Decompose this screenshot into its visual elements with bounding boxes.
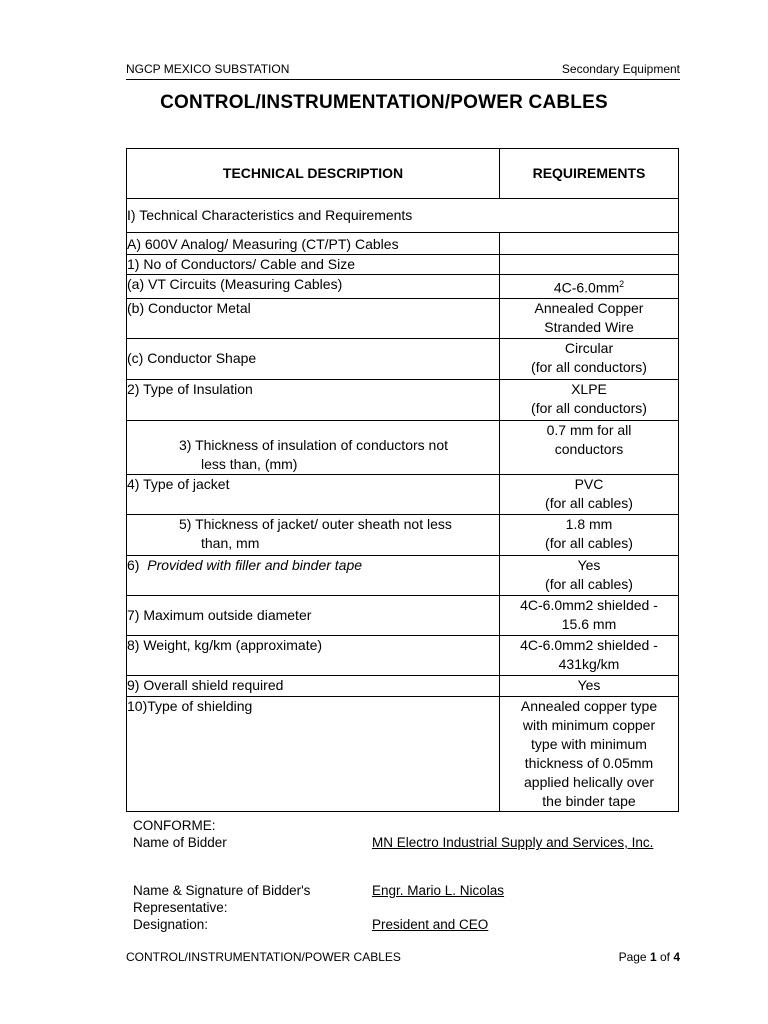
- requirement-line: type with minimum: [531, 735, 647, 752]
- page-of: of: [656, 950, 674, 964]
- requirement-line: 0.7 mm for all: [546, 421, 632, 438]
- page-number: [619, 950, 680, 964]
- requirement-line: with minimum copper: [522, 716, 656, 733]
- item-description: (c) Conductor Shape: [127, 338, 500, 379]
- item-requirement: [500, 555, 679, 595]
- requirement-line: Circular: [564, 339, 614, 356]
- requirement-line: (for all cables): [545, 575, 633, 592]
- item-description: 2) Type of Insulation: [127, 379, 500, 420]
- requirement-line: thickness of 0.05mm: [524, 754, 654, 771]
- requirement-line: Annealed Copper: [534, 299, 644, 316]
- representative-label-2: Representative:: [133, 900, 228, 915]
- conforme-label: CONFORME:: [133, 818, 216, 833]
- item-requirement: [500, 298, 679, 338]
- item-text: 5) Thickness of jacket/ outer sheath not less than, mm: [179, 515, 452, 551]
- empty-cell: [500, 233, 679, 255]
- header-left: NGCP MEXICO SUBSTATION: [126, 62, 290, 76]
- item-description: [127, 514, 500, 555]
- table-row: [127, 379, 679, 420]
- requirement-line: 15.6 mm: [561, 615, 617, 632]
- col-header-description: TECHNICAL DESCRIPTION: [127, 149, 500, 199]
- page-prefix: Page: [618, 950, 650, 964]
- item-requirement: Yes: [500, 675, 679, 696]
- item-requirement: [500, 420, 679, 474]
- total-pages: 4: [673, 950, 680, 964]
- item-description: [127, 555, 500, 595]
- page-header: [126, 62, 680, 80]
- item-requirement: [500, 474, 679, 514]
- table-row: [127, 275, 679, 299]
- requirement-line: PVC: [574, 475, 604, 492]
- item-requirement: [500, 696, 679, 811]
- requirement-line: (for all conductors): [531, 358, 647, 375]
- footer-title: CONTROL/INSTRUMENTATION/POWER CABLES: [126, 950, 401, 964]
- item-description: 9) Overall shield required: [127, 675, 500, 696]
- table-row: [127, 255, 679, 275]
- requirement-line: XLPE: [571, 380, 607, 397]
- item-requirement: [500, 514, 679, 555]
- requirement-line: 1.8 mm: [565, 515, 613, 532]
- requirement-line: conductors: [554, 440, 624, 457]
- item-text: Provided with filler and binder tape: [147, 556, 363, 573]
- item-requirement: [500, 275, 679, 299]
- section-row: [127, 199, 679, 233]
- requirement-line: (for all cables): [545, 534, 633, 551]
- table-row: [127, 474, 679, 514]
- table-row: [127, 298, 679, 338]
- requirement-line: the binder tape: [542, 792, 636, 809]
- requirement-line: Stranded Wire: [544, 318, 634, 335]
- item-requirement: [500, 635, 679, 675]
- representative-label: Name & Signature of Bidder's: [133, 883, 311, 898]
- spec-table: [126, 148, 679, 812]
- representative-name: Engr. Mario L. Nicolas: [372, 883, 505, 898]
- requirement-line: 4C-6.0mm2 shielded -: [520, 636, 658, 653]
- item-description: 8) Weight, kg/km (approximate): [127, 635, 500, 675]
- requirement-line: 4C-6.0mm2 shielded -: [520, 596, 658, 613]
- table-row: [127, 233, 679, 255]
- current-page: 1: [649, 950, 657, 964]
- item-requirement: [500, 595, 679, 635]
- table-row: [127, 635, 679, 675]
- subsection-title: A) 600V Analog/ Measuring (CT/PT) Cables: [127, 233, 500, 255]
- section-title: I) Technical Characteristics and Requirements: [127, 199, 679, 233]
- item-description: 4) Type of jacket: [127, 474, 500, 514]
- header-right: Secondary Equipment: [561, 62, 680, 76]
- table-row: [127, 420, 679, 474]
- item-description: (a) VT Circuits (Measuring Cables): [127, 275, 500, 299]
- requirement-text: 4C-6.0mm: [553, 279, 620, 296]
- item-description: 1) No of Conductors/ Cable and Size: [127, 255, 500, 275]
- table-row: [127, 338, 679, 379]
- requirement-line: Yes: [577, 556, 601, 573]
- requirement-line: 431kg/km: [558, 655, 620, 672]
- requirement-line: Annealed copper type: [520, 697, 658, 714]
- empty-cell: [500, 255, 679, 275]
- col-header-requirements: REQUIREMENTS: [500, 149, 679, 199]
- item-text: 3) Thickness of insulation of conductors not less than, (mm): [179, 436, 449, 472]
- bidder-label: Name of Bidder: [133, 835, 227, 850]
- bidder-name: MN Electro Industrial Supply and Services, Inc.: [372, 835, 654, 850]
- item-description: [127, 420, 500, 474]
- table-row: [127, 555, 679, 595]
- document-title: CONTROL/INSTRUMENTATION/POWER CABLES: [160, 92, 608, 113]
- table-row: [127, 696, 679, 811]
- table-row: [127, 595, 679, 635]
- requirement-line: (for all conductors): [531, 399, 647, 416]
- item-description: 10)Type of shielding: [127, 696, 500, 811]
- item-description: 7) Maximum outside diameter: [127, 595, 500, 635]
- superscript: 2: [619, 279, 625, 289]
- item-description: (b) Conductor Metal: [127, 298, 500, 338]
- requirement-line: applied helically over: [524, 773, 654, 790]
- requirement-line: (for all cables): [545, 494, 633, 511]
- table-row: [127, 675, 679, 696]
- item-requirement: [500, 379, 679, 420]
- designation-value: President and CEO: [372, 917, 489, 932]
- table-header-row: [127, 149, 679, 199]
- item-requirement: [500, 338, 679, 379]
- designation-label: Designation:: [133, 917, 209, 932]
- item-number: 6): [127, 556, 140, 573]
- table-row: [127, 514, 679, 555]
